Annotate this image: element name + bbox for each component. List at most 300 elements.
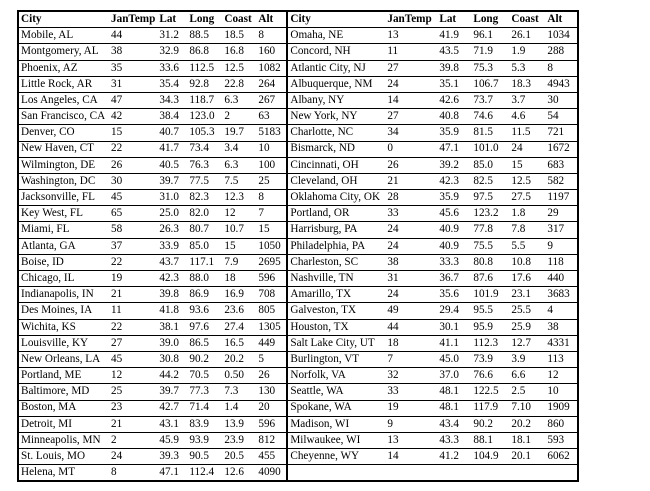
cell-long-right: 88.1 — [471, 432, 509, 448]
cell-coast-right: 3.7 — [509, 92, 545, 108]
cell-jantemp-left: 25 — [109, 384, 157, 400]
table-row — [18, 44, 578, 60]
cell-coast-left: 16.8 — [222, 44, 256, 60]
cell-coast-left: 13.9 — [222, 416, 256, 432]
cell-city-right: Omaha, NE — [287, 28, 385, 44]
cell-long-right: 76.6 — [471, 368, 509, 384]
cell-alt-right: 1034 — [545, 28, 578, 44]
cell-jantemp-left: 27 — [109, 335, 157, 351]
cell-lat-right: 43.4 — [437, 416, 471, 432]
cell-lat-right: 42.3 — [437, 173, 471, 189]
cell-alt-left: 8 — [256, 28, 287, 44]
cell-long-right: 73.7 — [471, 92, 509, 108]
cell-city-right: Charlotte, NC — [287, 125, 385, 141]
cell-long-right: 75.5 — [471, 238, 509, 254]
cell-coast-left: 20.2 — [222, 351, 256, 367]
cell-alt-right: 30 — [545, 92, 578, 108]
cell-coast-left: 6.3 — [222, 92, 256, 108]
cell-city-right: Milwaukee, WI — [287, 432, 385, 448]
cell-city-right: Nashville, TN — [287, 271, 385, 287]
cell-coast-right: 12.7 — [509, 335, 545, 351]
cell-alt-right: 10 — [545, 384, 578, 400]
cell-alt-right: 9 — [545, 238, 578, 254]
cell-coast-right: 17.6 — [509, 271, 545, 287]
cell-jantemp-right: 27 — [385, 60, 437, 76]
table-header-row — [18, 11, 578, 28]
header-coast: Coast — [222, 11, 256, 28]
table-row — [18, 432, 578, 448]
cell-coast-left: 2 — [222, 109, 256, 125]
cell-long-right: 95.5 — [471, 303, 509, 319]
cell-coast-right: 12.5 — [509, 173, 545, 189]
cell-long-right: 81.5 — [471, 125, 509, 141]
cell-lat-right: 41.1 — [437, 335, 471, 351]
cell-lat-right: 42.6 — [437, 92, 471, 108]
cell-lat-right: 40.9 — [437, 222, 471, 238]
cell-alt-left: 596 — [256, 416, 287, 432]
cell-long-left: 86.8 — [187, 44, 222, 60]
cell-coast-right: 10.8 — [509, 254, 545, 270]
cell-coast-right: 18.3 — [509, 76, 545, 92]
cell-jantemp-right: 9 — [385, 416, 437, 432]
cell-long-right: 77.8 — [471, 222, 509, 238]
cell-jantemp-left: 8 — [109, 465, 157, 482]
header-jantemp: JanTemp — [109, 11, 157, 28]
cell-city-left: Des Moines, IA — [18, 303, 109, 319]
cell-alt-right: 860 — [545, 416, 578, 432]
cell-city-left: Montgomery, AL — [18, 44, 109, 60]
cell-coast-right: 23.1 — [509, 287, 545, 303]
cell-jantemp-right: 18 — [385, 335, 437, 351]
header-city-right: City — [287, 11, 385, 28]
cell-lat-right: 39.8 — [437, 60, 471, 76]
cell-jantemp-left: 30 — [109, 173, 157, 189]
cell-alt-left: 15 — [256, 222, 287, 238]
cell-jantemp-right: 24 — [385, 238, 437, 254]
cell-alt-left: 805 — [256, 303, 287, 319]
cell-city-right: Galveston, TX — [287, 303, 385, 319]
cell-alt-left: 812 — [256, 432, 287, 448]
cell-lat-left: 41.8 — [157, 303, 187, 319]
table-row — [18, 319, 578, 335]
cell-long-right: 123.2 — [471, 206, 509, 222]
cell-long-right: 97.5 — [471, 190, 509, 206]
cell-city-right: Oklahoma City, OK — [287, 190, 385, 206]
table-row — [18, 76, 578, 92]
cell-jantemp-right: 21 — [385, 173, 437, 189]
cell-coast-right: 6.6 — [509, 368, 545, 384]
table-row — [18, 157, 578, 173]
cell-city-right: Amarillo, TX — [287, 287, 385, 303]
cell-city-left: Jacksonville, FL — [18, 190, 109, 206]
cell-lat-left: 38.4 — [157, 109, 187, 125]
cell-alt-left: 25 — [256, 173, 287, 189]
table-row — [18, 206, 578, 222]
cell-city-left: Indianapolis, IN — [18, 287, 109, 303]
cell-city-right: Albany, NY — [287, 92, 385, 108]
cell-alt-left: 8 — [256, 190, 287, 206]
cell-lat-left: 42.3 — [157, 271, 187, 287]
cell-jantemp-left: 24 — [109, 449, 157, 465]
cell-alt-left: 160 — [256, 44, 287, 60]
cell-jantemp-left: 47 — [109, 92, 157, 108]
cell-jantemp-right: 34 — [385, 125, 437, 141]
cell-coast-right: 1.9 — [509, 44, 545, 60]
cell-long-left: 88.5 — [187, 28, 222, 44]
cell-alt-right: 317 — [545, 222, 578, 238]
cell-jantemp-right: 24 — [385, 287, 437, 303]
cell-jantemp-left: 37 — [109, 238, 157, 254]
cell-coast-right: 2.5 — [509, 384, 545, 400]
cell-lat-left: 47.1 — [157, 465, 187, 482]
cell-lat-right: 39.2 — [437, 157, 471, 173]
cell-lat-left: 40.7 — [157, 125, 187, 141]
cell-jantemp-right: 44 — [385, 319, 437, 335]
table-row — [18, 384, 578, 400]
cell-coast-left: 10.7 — [222, 222, 256, 238]
cell-city-left: Minneapolis, MN — [18, 432, 109, 448]
cell-alt-right: 1909 — [545, 400, 578, 416]
cell-long-left: 85.0 — [187, 238, 222, 254]
city-temperature-table — [17, 10, 579, 482]
cell-long-left: 123.0 — [187, 109, 222, 125]
cell-lat-left: 25.0 — [157, 206, 187, 222]
cell-lat-right: 48.1 — [437, 384, 471, 400]
cell-lat-left: 44.2 — [157, 368, 187, 384]
cell-lat-right: 45.6 — [437, 206, 471, 222]
cell-alt-left: 26 — [256, 368, 287, 384]
cell-long-right: 95.9 — [471, 319, 509, 335]
cell-coast-right: 3.9 — [509, 351, 545, 367]
cell-lat-left: 32.9 — [157, 44, 187, 60]
cell-alt-left: 264 — [256, 76, 287, 92]
cell-alt-left: 455 — [256, 449, 287, 465]
table-row — [18, 238, 578, 254]
cell-jantemp-left: 65 — [109, 206, 157, 222]
table-row — [18, 141, 578, 157]
cell-city-left: Wichita, KS — [18, 319, 109, 335]
cell-alt-right: 582 — [545, 173, 578, 189]
cell-jantemp-left: 44 — [109, 28, 157, 44]
cell-coast-left: 12.5 — [222, 60, 256, 76]
cell-jantemp-left: 31 — [109, 76, 157, 92]
cell-alt-right: 12 — [545, 368, 578, 384]
cell-jantemp-left: 21 — [109, 416, 157, 432]
cell-city-right: Harrisburg, PA — [287, 222, 385, 238]
cell-jantemp-right: 27 — [385, 109, 437, 125]
cell-lat-left: 38.1 — [157, 319, 187, 335]
cell-city-right: Bismarck, ND — [287, 141, 385, 157]
cell-alt-left: 2695 — [256, 254, 287, 270]
cell-jantemp-right: 14 — [385, 92, 437, 108]
cell-coast-right: 15 — [509, 157, 545, 173]
cell-jantemp-right: 33 — [385, 384, 437, 400]
cell-alt-right: 54 — [545, 109, 578, 125]
cell-jantemp-left: 23 — [109, 400, 157, 416]
cell-city-right: Salt Lake City, UT — [287, 335, 385, 351]
cell-city-right: Atlantic City, NJ — [287, 60, 385, 76]
cell-coast-right: 24 — [509, 141, 545, 157]
cell-city-left: Baltimore, MD — [18, 384, 109, 400]
cell-jantemp-right: 32 — [385, 368, 437, 384]
cell-coast-left: 23.9 — [222, 432, 256, 448]
cell-city-left: Phoenix, AZ — [18, 60, 109, 76]
cell-jantemp-right: 26 — [385, 157, 437, 173]
cell-lat-right: 33.3 — [437, 254, 471, 270]
cell-city-left: Wilmington, DE — [18, 157, 109, 173]
cell-lat-right: 40.9 — [437, 238, 471, 254]
cell-coast-right: 7.8 — [509, 222, 545, 238]
cell-coast-left: 12.6 — [222, 465, 256, 482]
cell-jantemp-left: 45 — [109, 351, 157, 367]
cell-city-left: Helena, MT — [18, 465, 109, 482]
cell-jantemp-right: 7 — [385, 351, 437, 367]
header-coast-right: Coast — [509, 11, 545, 28]
cell-alt-right: 1197 — [545, 190, 578, 206]
cell-city-right: Spokane, WA — [287, 400, 385, 416]
cell-long-right: 87.6 — [471, 271, 509, 287]
cell-long-right: 90.2 — [471, 416, 509, 432]
cell-alt-right: 288 — [545, 44, 578, 60]
cell-long-left: 70.5 — [187, 368, 222, 384]
cell-coast-left: 20.5 — [222, 449, 256, 465]
cell-lat-left: 31.0 — [157, 190, 187, 206]
cell-long-right: 96.1 — [471, 28, 509, 44]
cell-alt-left: 1082 — [256, 60, 287, 76]
cell-coast-right: 20.1 — [509, 449, 545, 465]
cell-long-right: 104.9 — [471, 449, 509, 465]
cell-lat-left: 33.9 — [157, 238, 187, 254]
cell-city-left: St. Louis, MO — [18, 449, 109, 465]
cell-jantemp-right: 14 — [385, 449, 437, 465]
table-row — [18, 335, 578, 351]
cell-city-right: Norfolk, VA — [287, 368, 385, 384]
cell-jantemp-right — [385, 465, 437, 482]
table-row — [18, 254, 578, 270]
cell-city-left: Atlanta, GA — [18, 238, 109, 254]
cell-lat-left: 40.5 — [157, 157, 187, 173]
cell-alt-left: 63 — [256, 109, 287, 125]
cell-long-left: 93.9 — [187, 432, 222, 448]
cell-long-left: 112.5 — [187, 60, 222, 76]
cell-jantemp-left: 11 — [109, 303, 157, 319]
cell-long-left: 92.8 — [187, 76, 222, 92]
cell-alt-left: 4090 — [256, 465, 287, 482]
table-row — [18, 109, 578, 125]
cell-city-right: Houston, TX — [287, 319, 385, 335]
cell-lat-left: 39.0 — [157, 335, 187, 351]
cell-lat-right: 36.7 — [437, 271, 471, 287]
cell-alt-left: 5 — [256, 351, 287, 367]
cell-city-right: Portland, OR — [287, 206, 385, 222]
cell-alt-left: 7 — [256, 206, 287, 222]
cell-lat-left: 43.7 — [157, 254, 187, 270]
cell-coast-right: 5.5 — [509, 238, 545, 254]
cell-coast-right: 20.2 — [509, 416, 545, 432]
cell-coast-right: 5.3 — [509, 60, 545, 76]
cell-jantemp-right: 0 — [385, 141, 437, 157]
header-lat-right: Lat — [437, 11, 471, 28]
cell-city-left: Los Angeles, CA — [18, 92, 109, 108]
cell-coast-left: 15 — [222, 238, 256, 254]
cell-city-right: Charleston, SC — [287, 254, 385, 270]
cell-lat-right: 35.9 — [437, 125, 471, 141]
cell-coast-left: 18.5 — [222, 28, 256, 44]
cell-jantemp-left: 22 — [109, 141, 157, 157]
table-body — [18, 28, 578, 482]
cell-coast-left: 3.4 — [222, 141, 256, 157]
cell-long-left: 80.7 — [187, 222, 222, 238]
cell-lat-right: 30.1 — [437, 319, 471, 335]
cell-alt-left: 20 — [256, 400, 287, 416]
cell-alt-right: 29 — [545, 206, 578, 222]
cell-coast-right: 25.5 — [509, 303, 545, 319]
cell-jantemp-right: 11 — [385, 44, 437, 60]
cell-alt-left: 1305 — [256, 319, 287, 335]
cell-lat-right: 29.4 — [437, 303, 471, 319]
cell-coast-right: 7.10 — [509, 400, 545, 416]
table-row — [18, 287, 578, 303]
cell-lat-right: 48.1 — [437, 400, 471, 416]
header-long-right: Long — [471, 11, 509, 28]
cell-alt-right: 38 — [545, 319, 578, 335]
cell-alt-right: 6062 — [545, 449, 578, 465]
cell-jantemp-right: 31 — [385, 271, 437, 287]
table-row — [18, 173, 578, 189]
cell-jantemp-left: 15 — [109, 125, 157, 141]
cell-long-right: 74.6 — [471, 109, 509, 125]
table-row — [18, 60, 578, 76]
cell-alt-left: 5183 — [256, 125, 287, 141]
cell-alt-right: 683 — [545, 157, 578, 173]
cell-long-left: 71.4 — [187, 400, 222, 416]
cell-lat-right: 45.0 — [437, 351, 471, 367]
cell-coast-right: 1.8 — [509, 206, 545, 222]
table-row — [18, 303, 578, 319]
cell-jantemp-left: 22 — [109, 319, 157, 335]
cell-long-left: 77.5 — [187, 173, 222, 189]
cell-lat-left: 30.8 — [157, 351, 187, 367]
cell-coast-left: 16.9 — [222, 287, 256, 303]
cell-coast-left: 7.9 — [222, 254, 256, 270]
cell-jantemp-left: 45 — [109, 190, 157, 206]
cell-long-left: 82.3 — [187, 190, 222, 206]
cell-city-left: Chicago, IL — [18, 271, 109, 287]
cell-coast-right — [509, 465, 545, 482]
table-row — [18, 465, 578, 482]
cell-city-right: Seattle, WA — [287, 384, 385, 400]
cell-jantemp-left: 19 — [109, 271, 157, 287]
cell-coast-left: 6.3 — [222, 157, 256, 173]
cell-city-right — [287, 465, 385, 482]
cell-alt-right: 4 — [545, 303, 578, 319]
cell-long-right: 101.0 — [471, 141, 509, 157]
cell-coast-right: 27.5 — [509, 190, 545, 206]
cell-lat-left: 45.9 — [157, 432, 187, 448]
cell-long-right: 122.5 — [471, 384, 509, 400]
cell-alt-right: 4331 — [545, 335, 578, 351]
table-row — [18, 400, 578, 416]
cell-long-right: 73.9 — [471, 351, 509, 367]
cell-jantemp-right: 13 — [385, 432, 437, 448]
cell-coast-left: 12.3 — [222, 190, 256, 206]
cell-lat-right: 35.6 — [437, 287, 471, 303]
cell-alt-right: 1672 — [545, 141, 578, 157]
cell-lat-left: 39.8 — [157, 287, 187, 303]
table-row — [18, 351, 578, 367]
cell-long-left: 76.3 — [187, 157, 222, 173]
table-row — [18, 416, 578, 432]
cell-city-left: New Orleans, LA — [18, 351, 109, 367]
cell-jantemp-left: 12 — [109, 368, 157, 384]
cell-long-right: 85.0 — [471, 157, 509, 173]
header-alt: Alt — [256, 11, 287, 28]
cell-city-left: Denver, CO — [18, 125, 109, 141]
cell-jantemp-left: 22 — [109, 254, 157, 270]
cell-long-left: 86.5 — [187, 335, 222, 351]
cell-city-right: Philadelphia, PA — [287, 238, 385, 254]
cell-long-right: 82.5 — [471, 173, 509, 189]
cell-long-right: 75.3 — [471, 60, 509, 76]
cell-alt-left: 130 — [256, 384, 287, 400]
header-alt-right: Alt — [545, 11, 578, 28]
cell-coast-left: 7.3 — [222, 384, 256, 400]
cell-long-right: 101.9 — [471, 287, 509, 303]
table-row — [18, 92, 578, 108]
cell-lat-right: 43.5 — [437, 44, 471, 60]
cell-city-left: Portland, ME — [18, 368, 109, 384]
table-row — [18, 449, 578, 465]
cell-long-left: 90.5 — [187, 449, 222, 465]
cell-city-left: Boston, MA — [18, 400, 109, 416]
cell-long-left: 117.1 — [187, 254, 222, 270]
cell-city-left: Key West, FL — [18, 206, 109, 222]
cell-long-left: 105.3 — [187, 125, 222, 141]
cell-lat-left: 33.6 — [157, 60, 187, 76]
table-row — [18, 368, 578, 384]
table-row — [18, 125, 578, 141]
table-row — [18, 222, 578, 238]
cell-city-right: Cleveland, OH — [287, 173, 385, 189]
cell-alt-left: 449 — [256, 335, 287, 351]
cell-jantemp-right: 24 — [385, 76, 437, 92]
table-row — [18, 28, 578, 44]
cell-jantemp-left: 21 — [109, 287, 157, 303]
cell-alt-right — [545, 465, 578, 482]
cell-lat-left: 41.7 — [157, 141, 187, 157]
cell-coast-left: 18 — [222, 271, 256, 287]
cell-long-left: 93.6 — [187, 303, 222, 319]
cell-alt-left: 10 — [256, 141, 287, 157]
cell-lat-left: 26.3 — [157, 222, 187, 238]
cell-long-left: 90.2 — [187, 351, 222, 367]
cell-coast-right: 25.9 — [509, 319, 545, 335]
header-long: Long — [187, 11, 222, 28]
cell-city-left: Miami, FL — [18, 222, 109, 238]
cell-alt-left: 708 — [256, 287, 287, 303]
cell-jantemp-left: 38 — [109, 44, 157, 60]
header-city: City — [18, 11, 109, 28]
cell-long-left: 97.6 — [187, 319, 222, 335]
cell-lat-right: 37.0 — [437, 368, 471, 384]
cell-coast-left: 1.4 — [222, 400, 256, 416]
table-row — [18, 271, 578, 287]
cell-coast-left: 22.8 — [222, 76, 256, 92]
cell-city-left: Washington, DC — [18, 173, 109, 189]
cell-coast-right: 18.1 — [509, 432, 545, 448]
cell-coast-left: 12 — [222, 206, 256, 222]
cell-long-left: 83.9 — [187, 416, 222, 432]
